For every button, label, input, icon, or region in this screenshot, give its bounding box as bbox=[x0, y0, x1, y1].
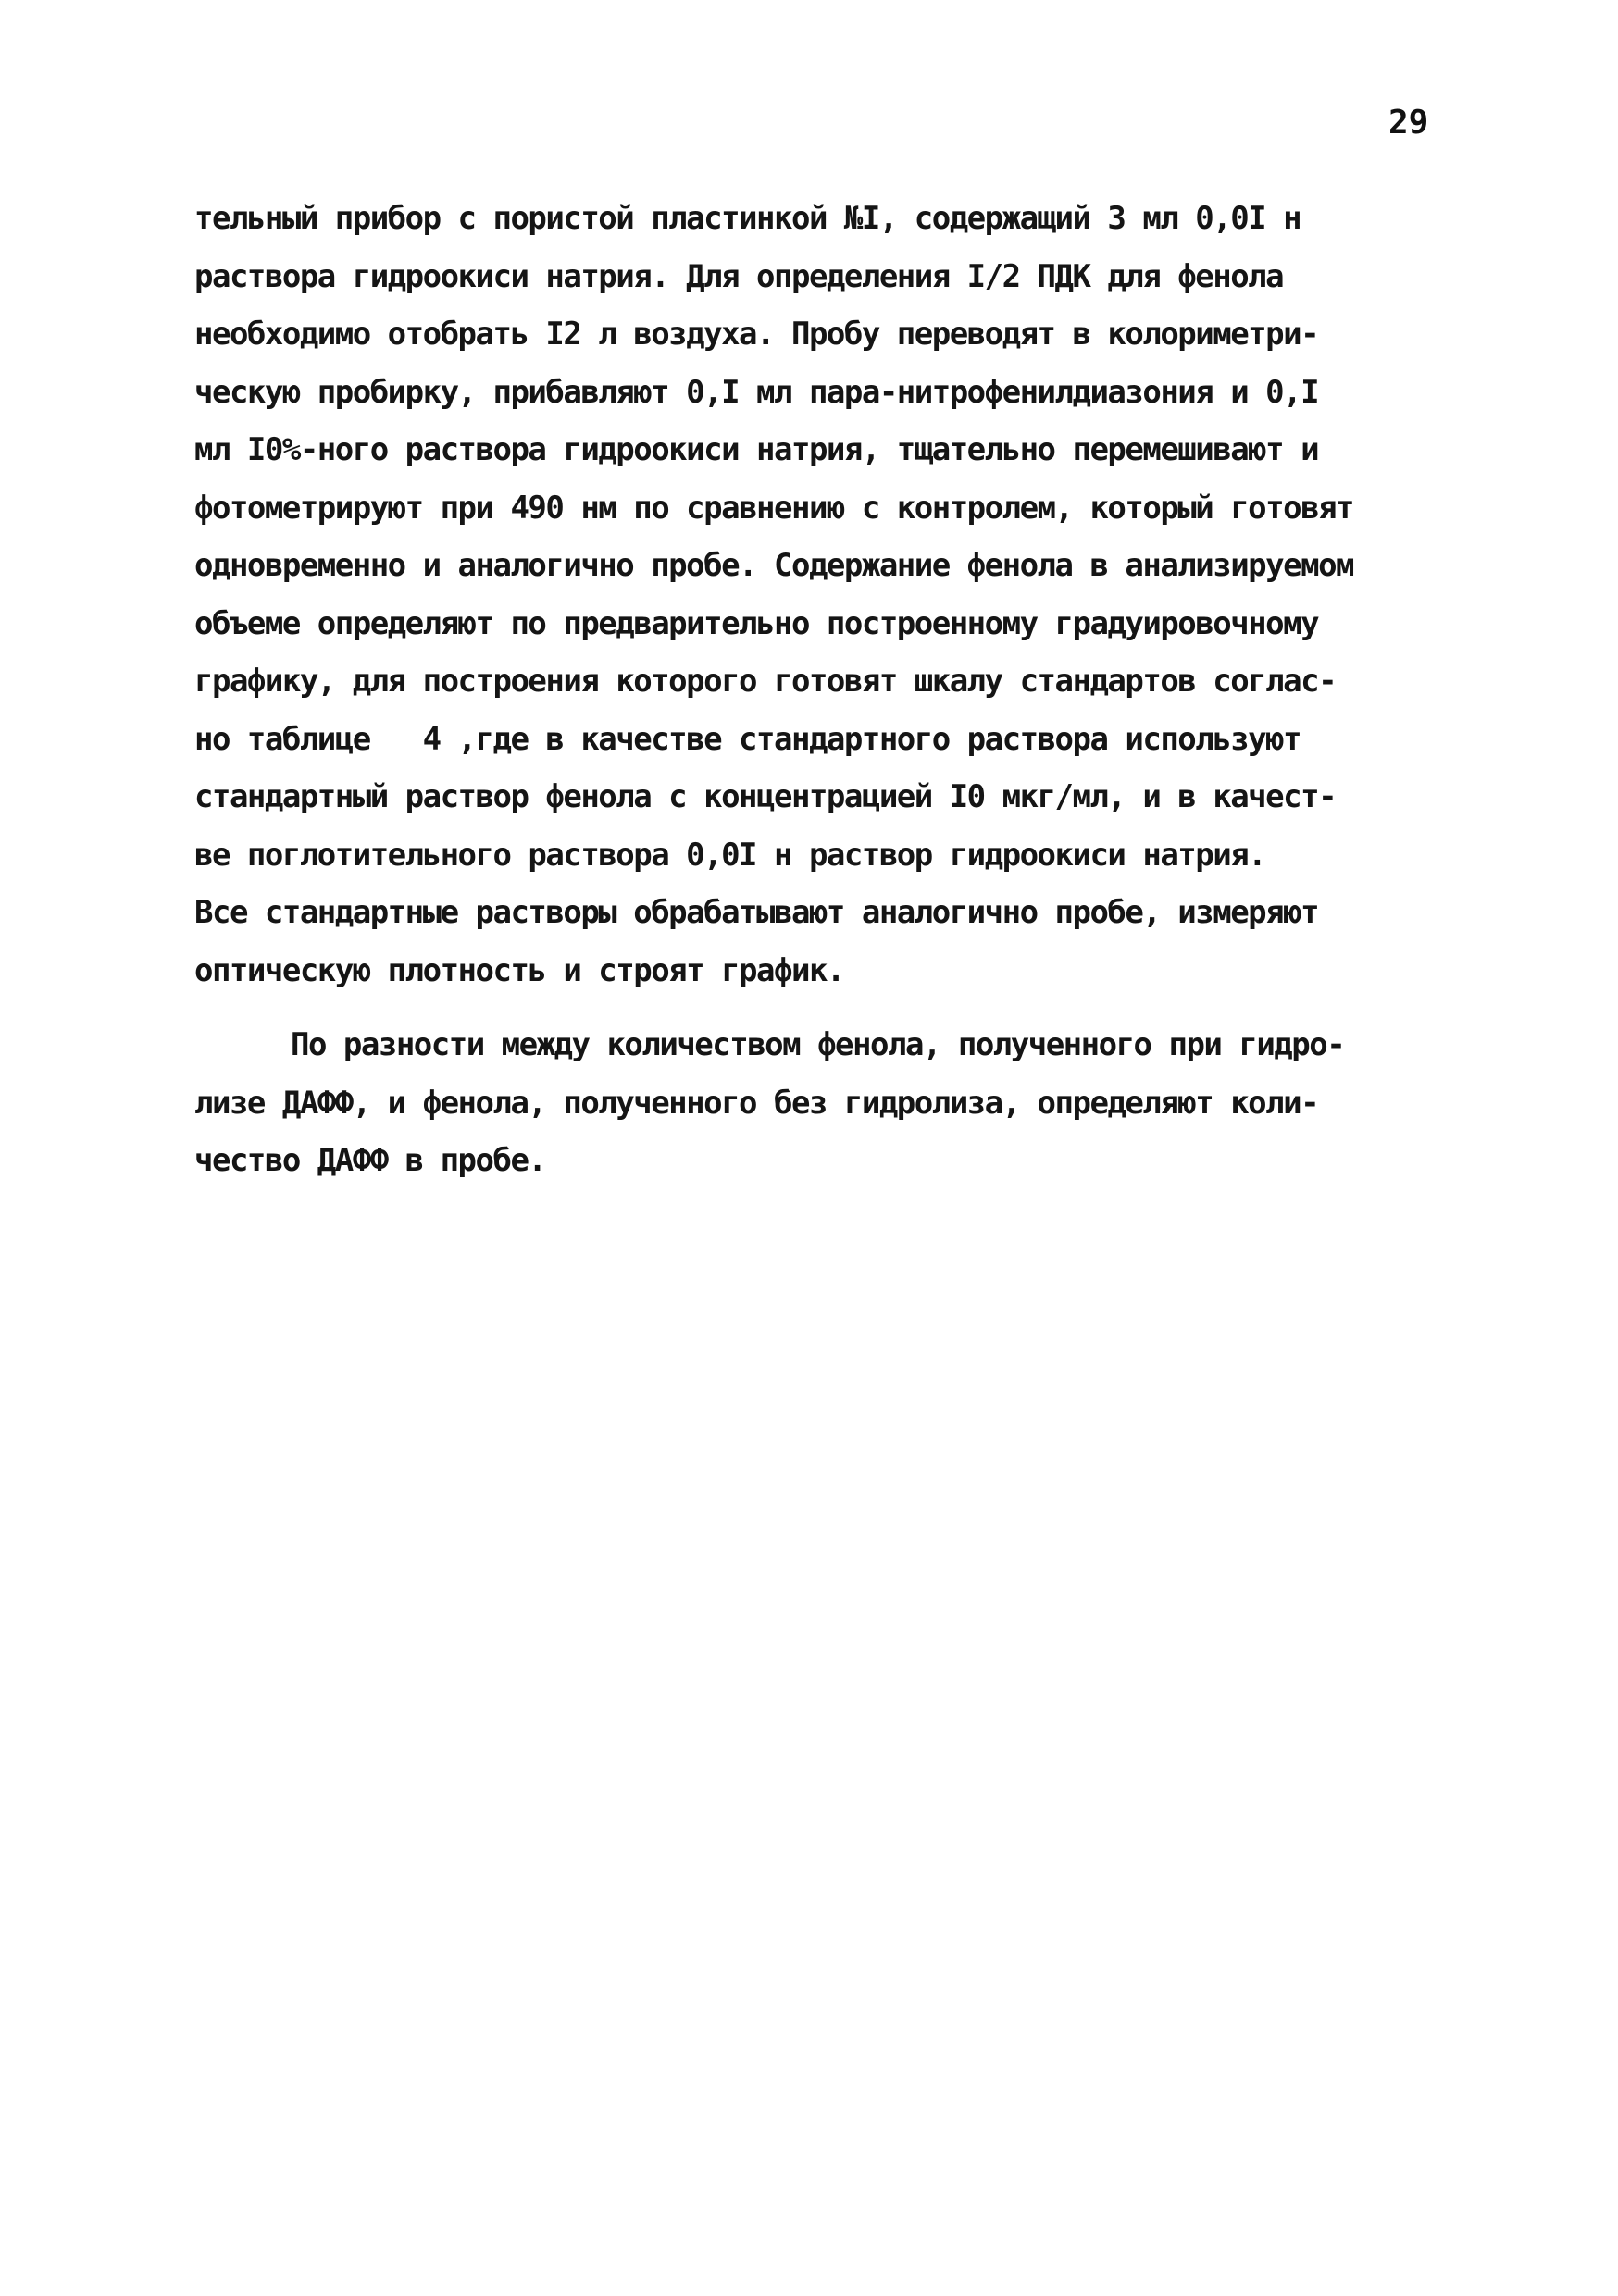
body-text bbox=[194, 190, 1490, 1190]
text-line: графику, для построения которого готовят шкалу стандартов соглас- bbox=[194, 663, 1337, 700]
text-line: стандартный раствор фенола с концентрацией I0 мкг/мл, и в качест- bbox=[194, 778, 1337, 815]
text-line: ческую пробирку, прибавляют 0,I мл пара-нитрофенилдиазония и 0,I bbox=[194, 373, 1319, 411]
text-line: необходимо отобрать I2 л воздуха. Пробу переводят в колориметри- bbox=[194, 316, 1319, 353]
page-number: 29 bbox=[1388, 104, 1429, 142]
paragraph-2 bbox=[194, 1016, 1490, 1190]
paragraph-spacer bbox=[194, 999, 1490, 1016]
text-line: объеме определяют по предварительно построенному градуировочному bbox=[194, 604, 1319, 642]
text-line: мл I0%-ного раствора гидроокиси натрия, тщательно перемешивают и bbox=[194, 431, 1319, 468]
text-line: оптическую плотность и строят график. bbox=[194, 951, 844, 989]
text-line: фотометрируют при 490 нм по сравнению с контролем, который готовят bbox=[194, 489, 1354, 527]
text-line: По разности между количеством фенола, полученного при гидро- bbox=[291, 1026, 1345, 1063]
text-line: раствора гидроокиси натрия. Для определения I/2 ПДК для фенола bbox=[194, 257, 1284, 295]
text-line: но таблице 4 ,где в качестве стандартного раствора используют bbox=[194, 720, 1301, 758]
text-line: лизе ДАФФ, и фенола, полученного без гидролиза, определяют коли- bbox=[194, 1084, 1319, 1122]
text-line: ве поглотительного раствора 0,0I н раствор гидроокиси натрия. bbox=[194, 836, 1266, 874]
text-line: Все стандартные растворы обрабатывают аналогично пробе, измеряют bbox=[194, 894, 1319, 931]
text-line: одновременно и аналогично пробе. Содержание фенола в анализируемом bbox=[194, 547, 1354, 584]
text-line: тельный прибор с пористой пластинкой №I, содержащий 3 мл 0,0I н bbox=[194, 200, 1301, 237]
text-line: чество ДАФФ в пробе. bbox=[194, 1142, 546, 1179]
paragraph-1 bbox=[194, 190, 1490, 999]
